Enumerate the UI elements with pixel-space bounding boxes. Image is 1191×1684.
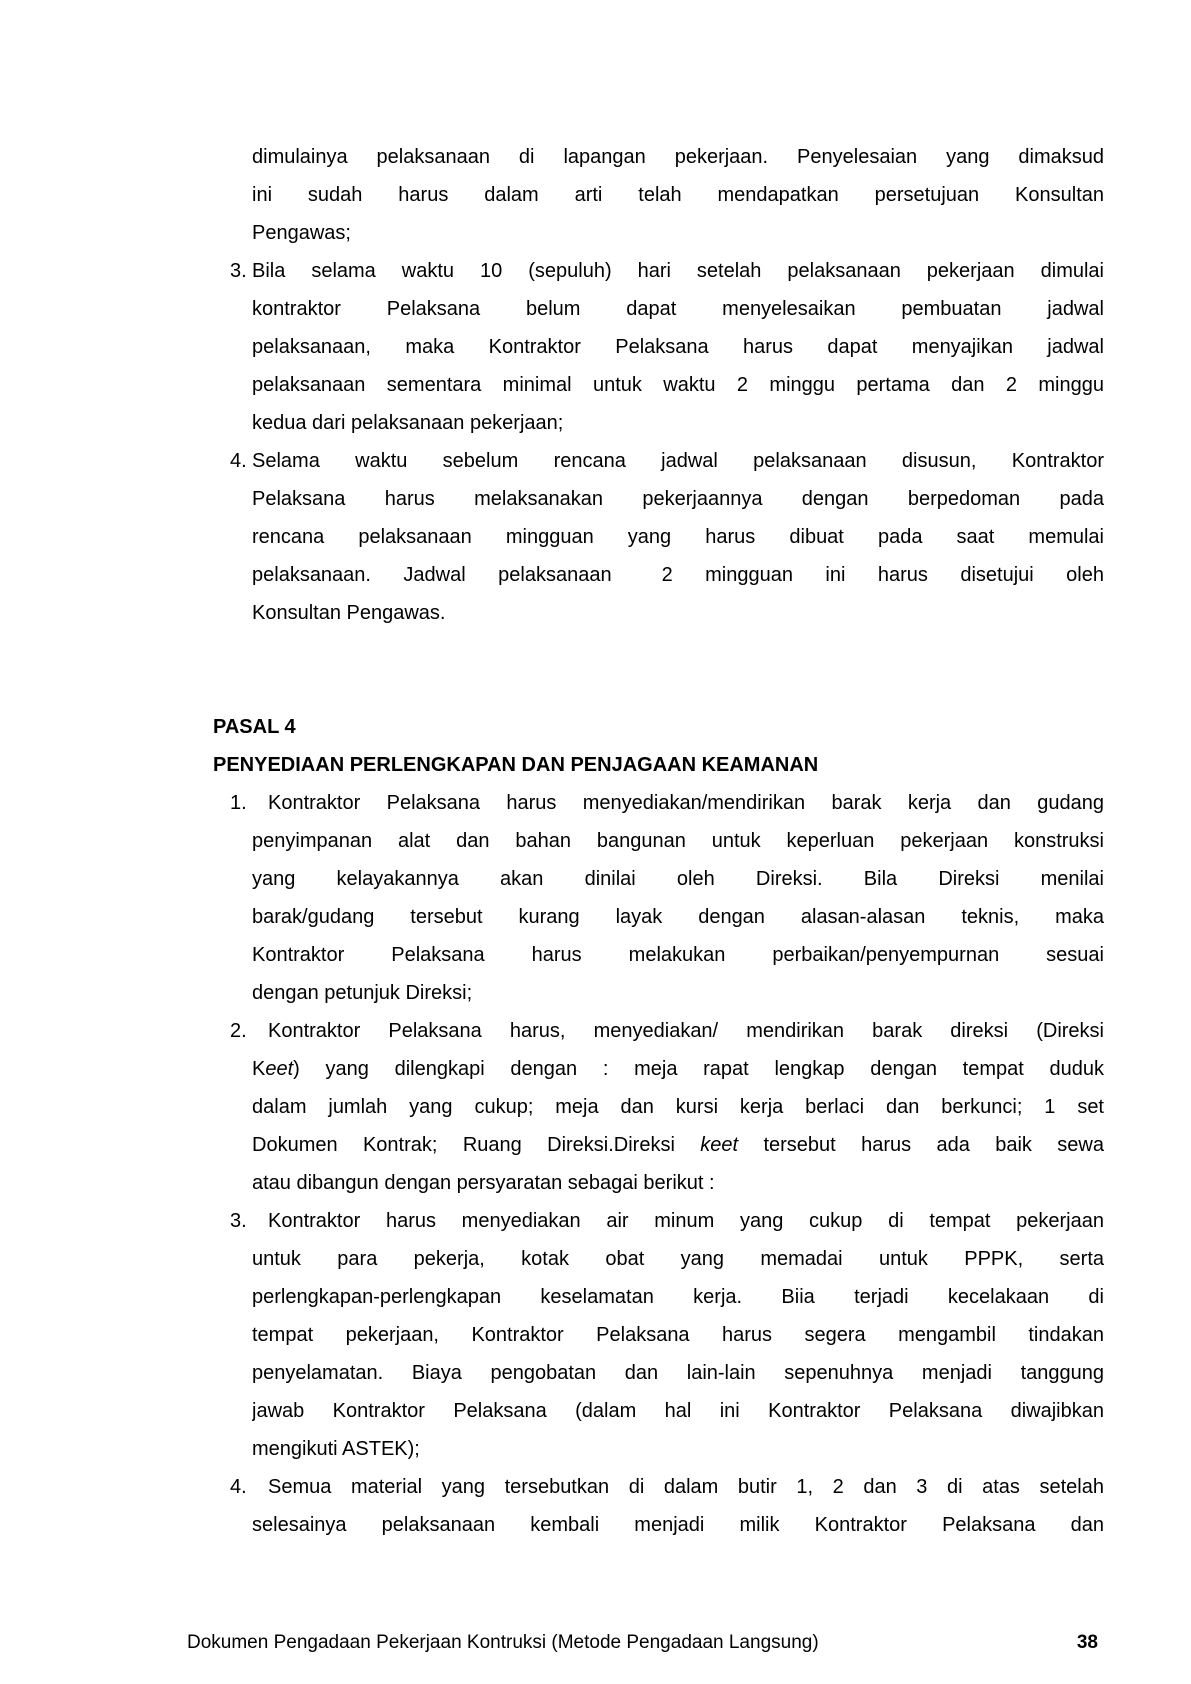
text-line: barak/gudang tersebut kurang layak dengan alasan-alasan teknis, maka — [252, 906, 1104, 928]
text-line: mengikuti ASTEK); — [252, 1438, 420, 1460]
text-line: yang kelayakannya akan dinilai oleh Direksi. Bila Direksi menilai — [252, 868, 1104, 890]
text-line: kedua dari pelaksanaan pekerjaan; — [252, 412, 564, 434]
text-line: Selama waktu sebelum rencana jadwal pelaksanaan disusun, Kontraktor — [252, 450, 1104, 472]
tab-gap — [612, 580, 662, 581]
text-line: Pengawas; — [252, 222, 351, 244]
item-number: 4. — [230, 1476, 247, 1498]
text-line: kontraktor Pelaksana belum dapat menyelesaikan pembuatan jadwal — [252, 298, 1104, 320]
item-number: 1. — [230, 792, 247, 814]
text-line: Kontraktor harus menyediakan air minum yang cukup di tempat pekerjaan — [268, 1210, 1104, 1232]
text-line: ini sudah harus dalam arti telah mendapatkan persetujuan Konsultan — [252, 184, 1104, 206]
text-line: Kontraktor Pelaksana harus menyediakan/mendirikan barak kerja dan gudang — [268, 792, 1104, 814]
continued-list — [230, 138, 1104, 632]
text-line: pelaksanaan sementara minimal untuk waktu 2 minggu pertama dan 2 minggu — [252, 374, 1104, 396]
list-item-3 — [230, 1202, 1104, 1468]
item-number: 3. — [230, 260, 247, 282]
text-line: jawab Kontraktor Pelaksana (dalam hal ini Kontraktor Pelaksana diwajibkan — [252, 1400, 1104, 1422]
text-line: pelaksanaan, maka Kontraktor Pelaksana harus dapat menyajikan jadwal — [252, 336, 1104, 358]
list-item-4 — [230, 1468, 1104, 1544]
text-line: untuk para pekerja, kotak obat yang memadai untuk PPPK, serta — [252, 1248, 1104, 1270]
list-item-2 — [230, 1012, 1104, 1202]
text-line: Semua material yang tersebutkan di dalam butir 1, 2 dan 3 di atas setelah — [268, 1476, 1104, 1498]
item-number: 3. — [230, 1210, 247, 1232]
section-gap — [252, 632, 1104, 708]
text-line: perlengkapan-perlengkapan keselamatan kerja. Biia terjadi kecelakaan di — [252, 1286, 1104, 1308]
text-line: atau dibangun dengan persyaratan sebagai berikut : — [252, 1172, 715, 1194]
item-number: 4. — [230, 450, 247, 472]
text-line: tempat pekerjaan, Kontraktor Pelaksana harus segera mengambil tindakan — [252, 1324, 1104, 1346]
text-line: Bila selama waktu 10 (sepuluh) hari setelah pelaksanaan pekerjaan dimulai — [252, 260, 1104, 282]
text-line: dimulainya pelaksanaan di lapangan pekerjaan. Penyelesaian yang dimaksud — [252, 146, 1104, 168]
heading-pasal-4: PASAL 4 — [213, 716, 296, 738]
text-line: Konsultan Pengawas. — [252, 602, 446, 624]
footer-text: Dokumen Pengadaan Pekerjaan Kontruksi (Metode Pengadaan Langsung) — [187, 1632, 819, 1653]
pasal-4-list — [230, 784, 1104, 1544]
text-line: dengan petunjuk Direksi; — [252, 982, 473, 1004]
text-line: penyimpanan alat dan bahan bangunan untuk keperluan pekerjaan konstruksi — [252, 830, 1104, 852]
heading-penyediaan-perlengkapan-dan-penjagaan-keamanan: PENYEDIAAN PERLENGKAPAN DAN PENJAGAAN KEAMANAN — [213, 754, 819, 776]
italic-text: eet — [265, 1058, 294, 1080]
item-number: 2. — [230, 1020, 247, 1042]
text-line: Dokumen Kontrak; Ruang Direksi.Direksi keet tersebut harus ada baik sewa — [252, 1134, 1104, 1156]
italic-text: keet — [700, 1134, 739, 1156]
text-line: Pelaksana harus melaksanakan pekerjaannya dengan berpedoman pada — [252, 488, 1104, 510]
text-line: rencana pelaksanaan mingguan yang harus dibuat pada saat memulai — [252, 526, 1104, 548]
list-item-1 — [230, 784, 1104, 1012]
text-line: selesainya pelaksanaan kembali menjadi milik Kontraktor Pelaksana dan — [252, 1514, 1104, 1536]
list-item-3 — [230, 252, 1104, 442]
list-item-4 — [230, 442, 1104, 632]
text-line: penyelamatan. Biaya pengobatan dan lain-lain sepenuhnya menjadi tanggung — [252, 1362, 1104, 1384]
text-line: pelaksanaan. Jadwal pelaksanaan 2 mingguan ini harus disetujui oleh — [252, 564, 1104, 586]
text-line: Kontraktor Pelaksana harus, menyediakan/ mendirikan barak direksi (Direksi — [268, 1020, 1104, 1042]
doc-content — [213, 138, 1104, 1544]
page-number: 38 — [1076, 1632, 1098, 1653]
text-line: dalam jumlah yang cukup; meja dan kursi kerja berlaci dan berkunci; 1 set — [252, 1096, 1104, 1118]
list-item-continuation — [252, 138, 1104, 252]
text-line: Kontraktor Pelaksana harus melakukan perbaikan/penyempurnan sesuai — [252, 944, 1104, 966]
text-line: Keet) yang dilengkapi dengan : meja rapat lengkap dengan tempat duduk — [252, 1058, 1104, 1080]
